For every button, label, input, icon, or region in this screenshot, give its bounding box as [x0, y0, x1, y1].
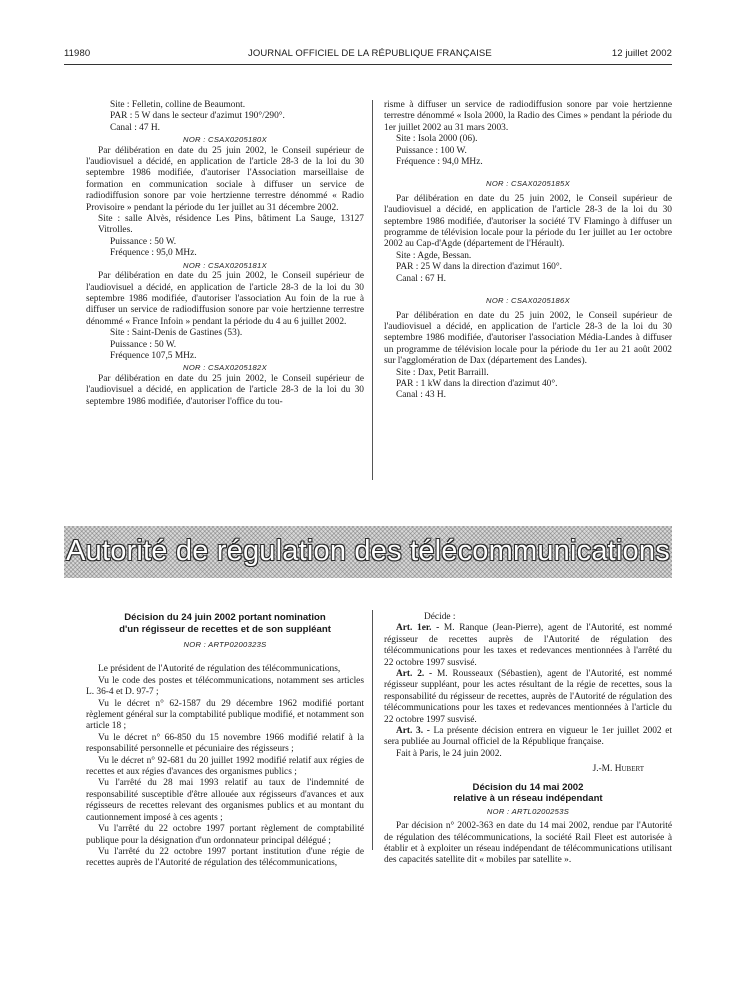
visa-paragraph: Vu l'arrêté du 28 mai 1993 relatif au taux de l'indemnité de responsabilité susceptible d'être allouée aux régisseurs d'avances et aux régisseurs de recettes relevant des organismes publics et au montant du cautionnement imposé à ces agents ; [86, 778, 364, 823]
visa-paragraph: Vu le décret n° 66-850 du 15 novembre 1966 modifié relatif à la responsabilité personnelle et pécuniaire des régisseurs ; [86, 732, 364, 755]
frequency-line: Fréquence : 95,0 MHz. [110, 248, 197, 259]
issue-date: 12 juillet 2002 [611, 48, 672, 59]
column-divider-top [372, 100, 373, 480]
decision-preamble: Le président de l'Autorité de régulation des télécommunications, [98, 664, 341, 675]
bottom-right-column [384, 612, 672, 867]
section-banner [64, 526, 672, 578]
page-number: 11980 [64, 48, 91, 59]
visa-paragraph: Vu le code des postes et télécommunications, notamment ses articles L. 36-4 et D. 97-7 ; [86, 675, 364, 698]
visa-paragraph: Vu le décret n° 92-681 du 20 juillet 1992 modifié relatif aux régies de recettes et aux régies d'avances des organismes publics ; [86, 755, 364, 778]
signature: J.-M. Hubert [592, 764, 644, 775]
par-line: PAR : 5 W dans le secteur d'azimut 190°/290°. [110, 111, 285, 122]
decide-heading: Décide : [424, 612, 456, 622]
canal-line: Canal : 67 H. [396, 273, 446, 284]
power-line: Puissance : 50 W. [110, 339, 177, 350]
power-line: Puissance : 100 W. [396, 145, 467, 156]
deliberation-paragraph: Par délibération en date du 25 juin 2002, le Conseil supérieur de l'audiovisuel a décidé, en application de l'article 28-3 de la loi du 30 septembre 1986 modifiée, d'autoriser l'office du tou- [86, 373, 364, 407]
nor-reference: NOR : CSAX0205180X [183, 135, 267, 145]
article-2: Art. 2. - M. Rousseaux (Sébastien), agent de l'Autorité, est nommé régisseur suppléant, pour les actes résultant de la régie de recettes, sous la responsabilité du régisseur de recettes, auprès de l'Autorité de régulation des télécommunications pour les taxes et redevances mentionnées à l'article du 22 octobre 1997 susvisé. [384, 669, 672, 725]
canal-line: Canal : 43 H. [396, 390, 446, 401]
journal-title: JOURNAL OFFICIEL DE LA RÉPUBLIQUE FRANÇAISE [248, 48, 492, 59]
section-title: Autorité de régulation des télécommunications [66, 535, 670, 567]
nor-reference: NOR : ARTP0200323S [183, 640, 267, 649]
site-line: Site : Isola 2000 (06). [396, 134, 478, 145]
site-line: Site : Saint-Denis de Gastines (53). [110, 328, 243, 339]
deliberation-paragraph: Par délibération en date du 25 juin 2002, le Conseil supérieur de l'audiovisuel a décidé, en application de l'article 28-3 de la loi du 30 septembre 1986 modifiée, d'autoriser l'association Média-Landes à diffuser un programme de télévision locale pour la période du 1er au 21 août 2002 sur l'agglomération de Dax (département des Landes). [384, 310, 672, 367]
par-line: PAR : 25 W dans la direction d'azimut 160°. [396, 262, 562, 273]
decision-paragraph: Par décision n° 2002-363 en date du 14 mai 2002, rendue par l'Autorité de régulation des télécommunications, la société Rail Fleet est autorisée à établir et à exploiter un réseau indépendant de télécommunications utilisant des capacités satellite dit « mobiles par satellite ». [384, 821, 672, 866]
site-line: Site : Felletin, colline de Beaumont. [110, 100, 246, 110]
deliberation-paragraph: Par délibération en date du 25 juin 2002, le Conseil supérieur de l'audiovisuel a décidé, en application de l'article 28-3 de la loi du 30 septembre 1986 modifiée, d'autoriser la société TV Flamingo à diffuser un programme de télévision locale pour la période du 1er juillet au 1er octobre 2002 au Cap-d'Agde (département de l'Hérault). [384, 193, 672, 250]
deliberation-paragraph: Par délibération en date du 25 juin 2002, le Conseil supérieur de l'audiovisuel a décidé, en application de l'article 28-3 de la loi du 30 septembre 1986 modifiée, d'autoriser l'Association marseillaise de formation en communication sociale à diffuser un service de radiodiffusion sonore par voie hertzienne terrestre dénommé « Radio Provisoire » pendant la période du 1er juillet au 31 décembre 2002. [86, 145, 364, 213]
top-left-column [86, 100, 364, 408]
bottom-left-column [86, 612, 364, 870]
visa-paragraph: Vu l'arrêté du 22 octobre 1997 portant règlement de comptabilité publique pour la désignation d'un ordonnateur principal délégué ; [86, 824, 364, 846]
column-divider-bottom [372, 610, 373, 850]
par-line: PAR : 1 kW dans la direction d'azimut 40°. [396, 378, 558, 389]
site-line: Site : salle Alvès, résidence Les Pins, bâtiment La Sauge, 13127 Vitrolles. [98, 214, 364, 236]
deliberation-paragraph: Par délibération en date du 25 juin 2002, le Conseil supérieur de l'audiovisuel a décidé, en application de l'article 28-3 de la loi du 30 septembre 1986 modifiée, d'autoriser l'association Au foin de la rue à diffuser un service de radiodiffusion sonore par voie hertzienne terrestre dénommé « France Infoin » pendant la période du 4 au 6 juillet 2002. [86, 271, 364, 327]
nor-reference: NOR : ARTL0200253S [486, 806, 570, 816]
nor-reference: NOR : CSAX0205186X [486, 296, 570, 306]
continuation-paragraph: risme à diffuser un service de radiodiffusion sonore par voie hertzienne terrestre dénommé « Isola 2000, la Radio des Cimes » pendant la période du 1er juillet 2002 au 31 mars 2003. [384, 100, 672, 133]
nor-reference: NOR : CSAX0205185X [486, 179, 570, 189]
fait-a-paris: Fait à Paris, le 24 juin 2002. [396, 748, 502, 759]
top-right-column [384, 100, 672, 402]
decision-title: Décision du 14 mai 2002 [472, 781, 584, 793]
site-line: Site : Dax, Petit Barraill. [396, 367, 489, 378]
visa-paragraph: Vu le décret n° 62-1587 du 29 décembre 1962 modifié portant règlement général sur la comptabilité publique modifié, et notamment son article 18 ; [86, 698, 364, 732]
header-rule [64, 64, 672, 65]
nor-reference: NOR : CSAX0205181X [183, 260, 267, 270]
canal-line: Canal : 47 H. [110, 122, 160, 133]
site-line: Site : Agde, Bessan. [396, 250, 472, 261]
article-1: Art. 1er. - M. Ranque (Jean-Pierre), agent de l'Autorité, est nommé régisseur de recettes auprès de l'Autorité de régulation des télécommunications pour les taxes et redevances mentionnées à l'arrêté du 22 octobre 1997 susvisé. [384, 623, 672, 668]
frequency-line: Fréquence 107,5 MHz. [110, 350, 197, 361]
decision-title: Décision du 24 juin 2002 portant nomination [124, 612, 326, 623]
nor-reference: NOR : CSAX0205182X [183, 363, 267, 373]
article-3: Art. 3. - La présente décision entrera en vigueur le 1er juillet 2002 et sera publiée au Journal officiel de la République française. [384, 726, 672, 748]
decision-subtitle: d'un régisseur de recettes et de son suppléant [119, 623, 331, 635]
decision-subtitle: relative à un réseau indépendant [453, 793, 603, 805]
power-line: Puissance : 50 W. [110, 236, 177, 247]
running-header [64, 48, 672, 62]
frequency-line: Fréquence : 94,0 MHz. [396, 157, 483, 168]
visa-paragraph: Vu l'arrêté du 22 octobre 1997 portant institution d'une régie de recettes auprès de l'Autorité de régulation des télécommunications, [86, 846, 364, 869]
